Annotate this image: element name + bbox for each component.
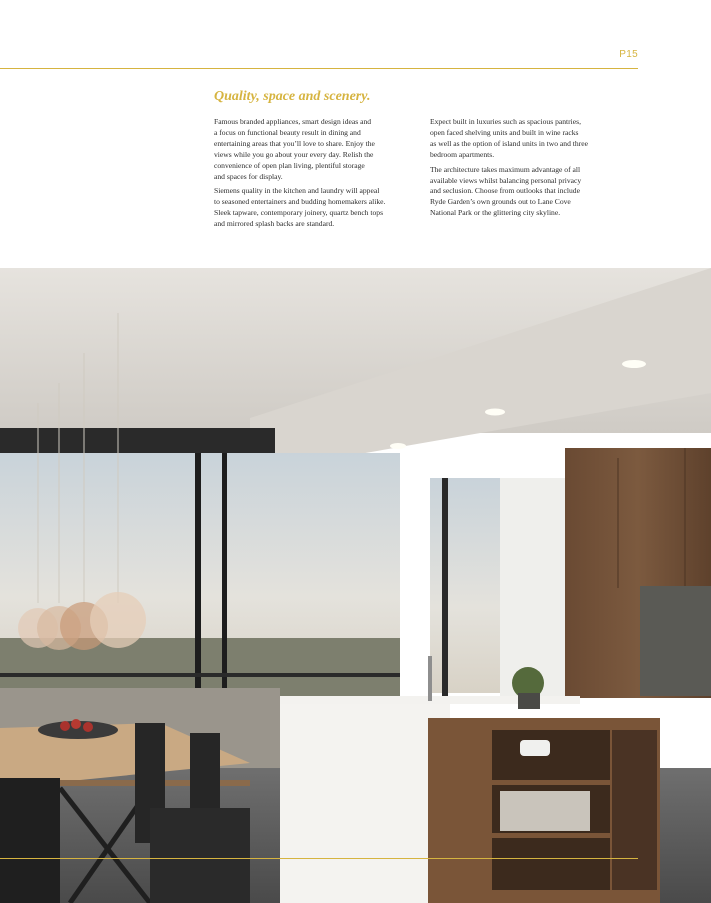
bottom-divider: [0, 858, 638, 859]
article-heading: Quality, space and scenery.: [214, 89, 371, 104]
top-divider: [0, 68, 638, 69]
right-paragraph-2: The architecture takes maximum advantage of all available views whilst balancing personal privacy and seclusion. Choose from outlooks that include Ryde Garden’s own grounds out to Lane Cove National Park or the glittering city skyline.: [430, 164, 582, 218]
left-paragraph-2: Siemens quality in the kitchen and laundry will appeal to seasoned entertainers and budding homemakers alike. Sleek tapware, contemporary joinery, quartz bench tops and mirrored splash backs are standard.: [214, 186, 386, 229]
right-paragraph-1: Expect built in luxuries such as spacious pantries, open faced shelving units and built in wine racks as well as the option of island units in two and three bedroom apartments.: [430, 117, 588, 159]
left-paragraph-1: Famous branded appliances, smart design ideas and a focus on functional beauty result in dining and entertaining areas that you’ll love to share. Enjoy the views while you go about your every day. Relish the convenience of open plan living, plentiful storage and spaces for display.: [214, 117, 375, 181]
kitchen-dining-photo: [0, 268, 711, 903]
left-text-column: [214, 117, 404, 234]
page-number: P15: [619, 49, 638, 60]
right-text-column: [430, 117, 630, 223]
